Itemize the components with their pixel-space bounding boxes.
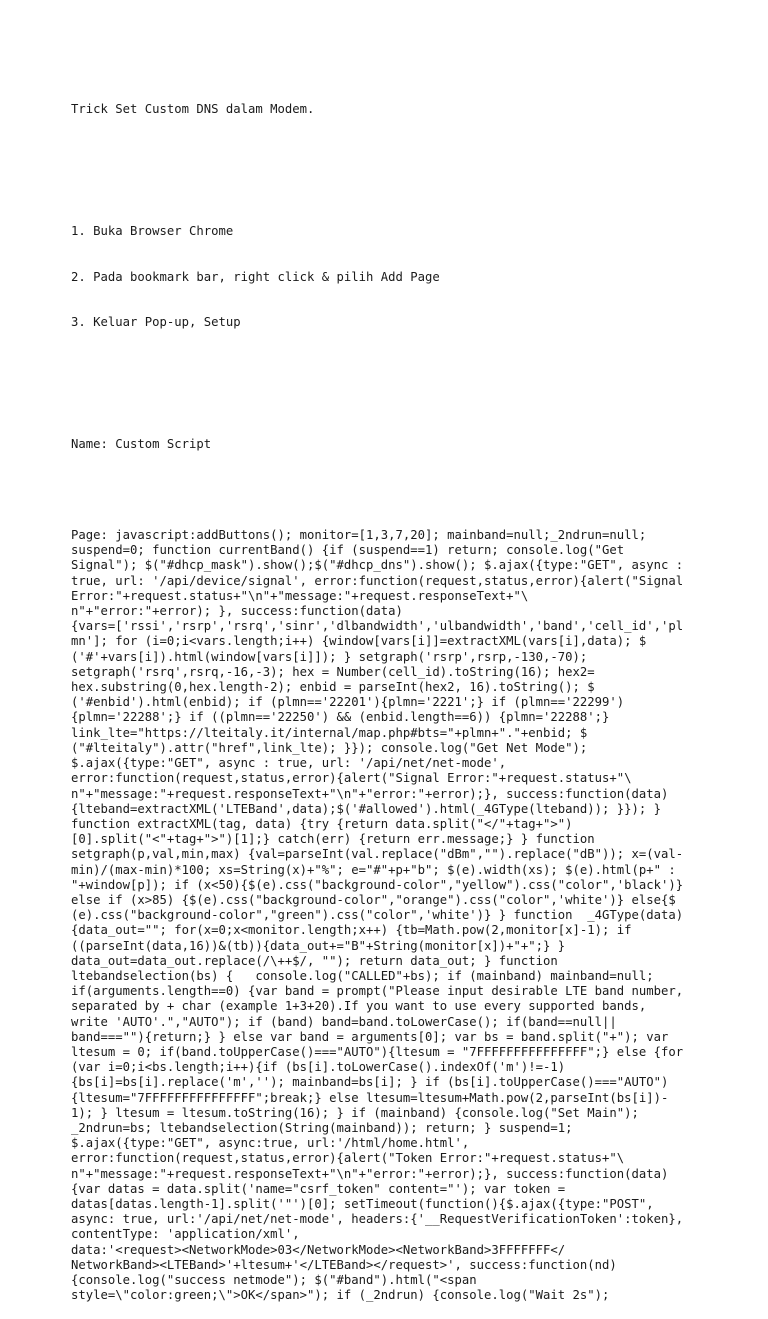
code-line: mn']; for (i=0;i<vars.length;i++) {window[vars[i]]=extractXML(vars[i],data); $	[71, 634, 647, 649]
step-item: 1. Buka Browser Chrome	[71, 224, 234, 239]
code-line: error:function(request,status,error){alert("Token Error:"+request.status+"\	[71, 1151, 625, 1166]
document-title: Trick Set Custom DNS dalam Modem.	[71, 102, 315, 117]
code-line: [0].split("<"+tag+">")[1];} catch(err) {return err.message;} } function	[71, 832, 595, 847]
code-line: ltesum = 0; if(band.toUpperCase()==="AUTO"){ltesum = "7FFFFFFFFFFFFFFF";} else {for	[71, 1044, 684, 1059]
code-line: true, url: '/api/device/signal', error:function(request,status,error){alert("Signal	[71, 573, 684, 588]
code-line: Error:"+request.status+"\n"+"message:"+request.responseText+"\	[71, 588, 529, 603]
code-line: n"+"message:"+request.responseText+"\n"+"error:"+error);}, success:function(data)	[71, 786, 669, 801]
code-line: NetworkBand><LTEBand>'+ltesum+'</LTEBand></request>', success:function(nd)	[71, 1257, 617, 1272]
code-line: write 'AUTO'.","AUTO"); if (band) band=band.toLowerCase(); if(band==null||	[71, 1014, 617, 1029]
code-line: link_lte="https://lteitaly.it/internal/map.php#bts="+plmn+"."+enbid; $	[71, 725, 588, 740]
code-line: Page: javascript:addButtons(); monitor=[1,3,7,20]; mainband=null;_2ndrun=null;	[71, 528, 647, 543]
code-line: min)/(max-min)*100; xs=String(x)+"%"; e="#"+p+"b"; $(e).width(xs); $(e).html(p+" :	[71, 862, 676, 877]
code-line: band===""){return;} } else var band = arguments[0]; var bs = band.split("+"); var	[71, 1029, 669, 1044]
code-line: $.ajax({type:"GET", async:true, url:'/html/home.html',	[71, 1136, 470, 1151]
code-line: (var i=0;i<bs.length;i++){if (bs[i].toLowerCase().indexOf('m')!=-1)	[71, 1060, 566, 1075]
code-line: {lteband=extractXML('LTEBand',data);$('#allowed').html(_4GType(lteband)); }}); }	[71, 801, 662, 816]
code-line: _2ndrun=bs; ltebandselection(String(mainband)); return; } suspend=1;	[71, 1120, 573, 1135]
code-line: setgraph('rsrq',rsrq,-16,-3); hex = Number(cell_id).toString(16); hex2=	[71, 664, 595, 679]
code-line: {console.log("success netmode"); $("#band").html("<span	[71, 1273, 477, 1287]
code-line: else if (x>85) {$(e).css("background-color","orange").css("color",'white')} else{$	[71, 892, 676, 907]
code-line: ('#enbid').html(enbid); if (plmn=='22201'){plmn='2221';} if (plmn=='22299')	[71, 695, 625, 710]
step-item: 3. Keluar Pop-up, Setup	[71, 315, 241, 330]
code-line: {data_out=""; for(x=0;x<monitor.length;x++) {tb=Math.pow(2,monitor[x]-1); if	[71, 923, 632, 938]
code-line: {var datas = data.split('name="csrf_token" content="'); var token =	[71, 1181, 566, 1196]
code-line: {vars=['rssi','rsrp','rsrq','sinr','dlbandwidth','ulbandwidth','band','cell_id','pl	[71, 619, 684, 634]
code-line: error:function(request,status,error){alert("Signal Error:"+request.status+"\	[71, 771, 632, 786]
step-item: 2. Pada bookmark bar, right click & pilih Add Page	[71, 269, 440, 284]
code-line: {ltesum="7FFFFFFFFFFFFFFF";break;} else ltesum=ltesum+Math.pow(2,parseInt(bs[i])-	[71, 1090, 669, 1105]
code-line: contentType: 'application/xml',	[71, 1227, 300, 1242]
code-line: separated by + char (example 1+3+20).If you want to use every supported bands,	[71, 999, 647, 1014]
code-line: if(arguments.length==0) {var band = prompt("Please input desirable LTE band number,	[71, 984, 684, 999]
code-line: async: true, url:'/api/net/net-mode', headers:{'__RequestVerificationToken':token},	[71, 1212, 684, 1227]
code-line: data_out=data_out.replace(/\++$/, ""); return data_out; } function	[71, 953, 558, 968]
blank-line	[71, 482, 711, 497]
script-code-block	[71, 528, 711, 1303]
code-line: suspend=0; function currentBand() {if (suspend==1) return; console.log("Get	[71, 543, 625, 558]
code-line: "+window[p]); if (x<50){$(e).css("background-color","yellow").css("color",'black')}	[71, 877, 684, 892]
code-line: ("#lteitaly").attr("href",link_lte); }}); console.log("Get Net Mode");	[71, 740, 588, 755]
code-line: ((parseInt(data,16))&(tb)){data_out+="B"+String(monitor[x])+"+";} }	[71, 938, 566, 953]
code-line: datas[datas.length-1].split('"')[0]; setTimeout(function(){$.ajax({type:"POST",	[71, 1196, 654, 1211]
code-line: function extractXML(tag, data) {try {return data.split("</"+tag+">")	[71, 816, 573, 831]
code-line: 1); } ltesum = ltesum.toString(16); } if (mainband) {console.log("Set Main");	[71, 1105, 639, 1120]
code-line: hex.substring(0,hex.length-2); enbid = parseInt(hex2, 16).toString(); $	[71, 680, 595, 695]
code-line: n"+"message:"+request.responseText+"\n"+"error:"+error);}, success:function(data)	[71, 1166, 669, 1181]
code-line: setgraph(p,val,min,max) {val=parseInt(val.replace("dBm","").replace("dB")); x=(val-	[71, 847, 684, 862]
code-line: $.ajax({type:"GET", async : true, url: '/api/net/net-mode',	[71, 756, 507, 771]
document-page	[71, 72, 711, 1319]
code-line: (e).css("background-color","green").css("color",'white')} } function _4GType(data)	[71, 908, 684, 923]
code-line: n"+"error:"+error); }, success:function(data)	[71, 604, 403, 619]
steps-list	[71, 194, 711, 361]
code-line: ('#'+vars[i]).html(window[vars[i]]); } setgraph('rsrp',rsrp,-130,-70);	[71, 649, 588, 664]
blank-line	[71, 148, 711, 163]
code-line: {bs[i]=bs[i].replace('m',''); mainband=bs[i]; } if (bs[i].toUpperCase()==="AUTO")	[71, 1075, 669, 1090]
code-line: {plmn='22288';} if ((plmn=='22250') && (enbid.length==6)) {plmn='22288';}	[71, 710, 610, 725]
script-name-line: Name: Custom Script	[71, 436, 212, 451]
code-line: data:'<request><NetworkMode>03</NetworkMode><NetworkBand>3FFFFFFF</	[71, 1242, 566, 1257]
code-line: Signal"); $("#dhcp_mask").show();$("#dhcp_dns").show(); $.ajax({type:"GET", async :	[71, 558, 684, 573]
code-line: ltebandselection(bs) { console.log("CALLED"+bs); if (mainband) mainband=null;	[71, 968, 654, 983]
code-line: style=\"color:green;\">OK</span>"); if (_2ndrun) {console.log("Wait 2s");	[71, 1288, 610, 1303]
blank-line	[71, 391, 711, 406]
